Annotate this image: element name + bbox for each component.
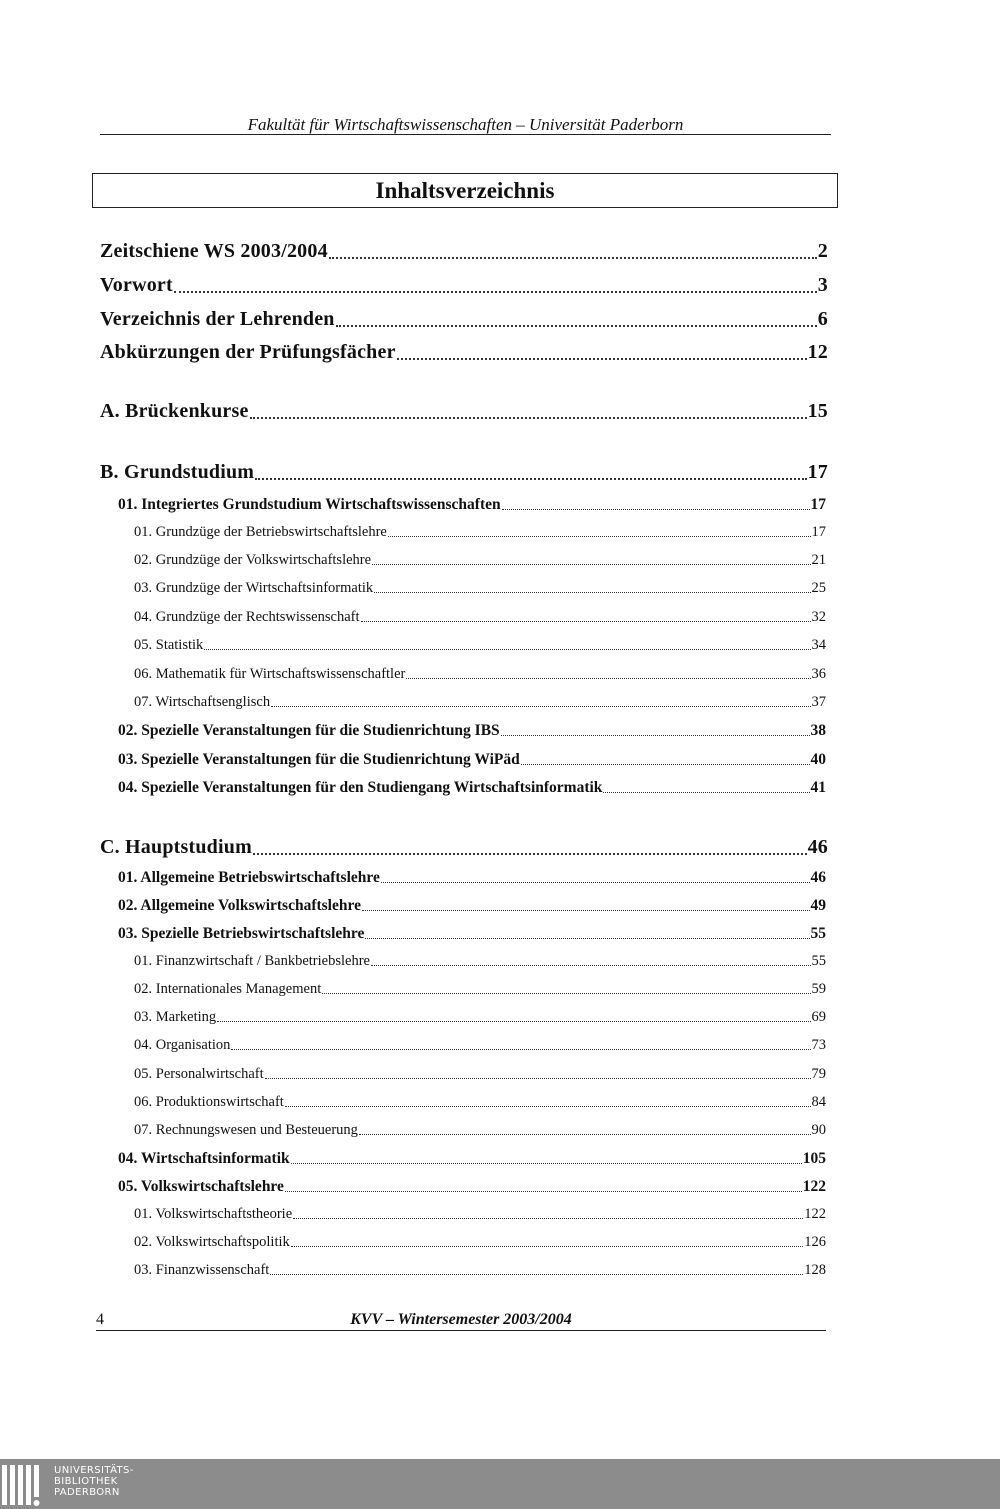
toc-label: B. Grundstudium [100, 461, 255, 483]
toc-page: 17 [811, 524, 826, 540]
leader-dots [285, 1106, 811, 1107]
toc-label: 03. Finanzwissenschaft [134, 1262, 270, 1278]
toc-label: 01. Allgemeine Betriebswirtschaftslehre [118, 869, 380, 886]
leader-dots [270, 1274, 803, 1275]
toc-label: 01. Grundzüge der Betriebswirtschaftslehre [134, 524, 387, 540]
toc-entry[interactable] [134, 1206, 826, 1223]
toc-label: A. Brückenkurse [100, 400, 249, 422]
toc-entry[interactable] [134, 1094, 826, 1111]
toc-label: 01. Finanzwirtschaft / Bankbetriebslehre [134, 953, 370, 969]
page-number: 4 [96, 1311, 104, 1328]
toc-entry[interactable] [118, 496, 826, 514]
toc-title: Inhaltsverzeichnis [92, 173, 838, 208]
toc-page: 17 [807, 461, 828, 483]
leader-dots [501, 735, 810, 736]
leader-dots [293, 1218, 803, 1219]
leader-dots [322, 993, 810, 994]
toc-entry[interactable] [134, 552, 826, 569]
leader-dots [374, 592, 810, 593]
toc-page: 12 [807, 341, 828, 363]
toc-page: 25 [811, 580, 826, 596]
toc-label: C. Hauptstudium [100, 836, 252, 858]
toc-label: 04. Wirtschaftsinformatik [118, 1150, 290, 1167]
leader-dots [329, 257, 817, 259]
toc-page: 59 [811, 981, 826, 997]
toc-entry[interactable] [118, 869, 826, 887]
leader-dots [255, 478, 806, 480]
toc-entry-vorwort[interactable] [100, 274, 828, 297]
leader-dots [291, 1246, 804, 1247]
toc-page: 105 [802, 1150, 826, 1167]
leader-dots [174, 291, 817, 293]
toc-entry[interactable] [118, 779, 826, 797]
library-banner [0, 1459, 1000, 1509]
leader-dots [372, 564, 810, 565]
leader-dots [204, 649, 810, 650]
leader-dots [285, 1191, 802, 1192]
leader-dots [371, 965, 811, 966]
toc-page: 17 [810, 496, 826, 513]
library-name-line: BIBLIOTHEK [54, 1476, 118, 1487]
toc-entry[interactable] [134, 694, 826, 711]
leader-dots [359, 1134, 811, 1135]
toc-entry[interactable] [134, 609, 826, 626]
leader-dots [217, 1021, 810, 1022]
toc-entry-abkuerzungen[interactable] [100, 341, 828, 364]
toc-label: 03. Spezielle Veranstaltungen für die Studienrichtung WiPäd [118, 751, 520, 768]
toc-page: 41 [810, 779, 826, 796]
toc-label: Zeitschiene WS 2003/2004 [100, 240, 328, 262]
toc-page: 15 [807, 400, 828, 422]
toc-page: 49 [810, 897, 826, 914]
toc-label: 02. Internationales Management [134, 981, 322, 997]
toc-entry[interactable] [134, 524, 826, 541]
toc-page: 69 [811, 1009, 826, 1025]
toc-label: 01. Integriertes Grundstudium Wirtschaftswissenschaften [118, 496, 501, 513]
leader-dots [361, 621, 811, 622]
toc-label: 04. Grundzüge der Rechtswissenschaft [134, 609, 360, 625]
toc-entry[interactable] [118, 722, 826, 740]
leader-dots [521, 764, 810, 765]
toc-entry-brueckenkurse[interactable] [100, 400, 828, 423]
toc-label: 05. Personalwirtschaft [134, 1066, 264, 1082]
toc-label: 02. Spezielle Veranstaltungen für die Studienrichtung IBS [118, 722, 500, 739]
toc-entry[interactable] [118, 1178, 826, 1196]
footer-title: KVV – Wintersemester 2003/2004 [350, 1311, 572, 1328]
toc-label: 05. Statistik [134, 637, 204, 653]
toc-page: 3 [817, 274, 828, 296]
library-logo-icon [0, 1463, 48, 1507]
toc-page: 84 [811, 1094, 826, 1110]
leader-dots [291, 1163, 802, 1164]
toc-page: 90 [811, 1122, 826, 1138]
toc-entry-grundstudium[interactable] [100, 461, 828, 484]
toc-page: 21 [811, 552, 826, 568]
toc-entry-zeitschiene[interactable] [100, 240, 828, 263]
toc-page: 34 [811, 637, 826, 653]
toc-page: 2 [817, 240, 828, 262]
toc-label: 05. Volkswirtschaftslehre [118, 1178, 284, 1195]
leader-dots [253, 853, 807, 855]
toc-page: 122 [802, 1178, 826, 1195]
toc-entry[interactable] [134, 1037, 826, 1054]
toc-page: 55 [810, 925, 826, 942]
leader-dots [250, 417, 807, 419]
toc-entry[interactable] [134, 666, 826, 683]
toc-label: 03. Grundzüge der Wirtschaftsinformatik [134, 580, 374, 596]
leader-dots [406, 678, 810, 679]
toc-label: 02. Allgemeine Volkswirtschaftslehre [118, 897, 361, 914]
toc-label: 07. Wirtschaftsenglisch [134, 694, 271, 710]
leader-dots [365, 938, 809, 939]
library-name-line: PADERBORN [54, 1487, 120, 1498]
toc-page: 73 [811, 1037, 826, 1053]
running-footer [96, 1310, 826, 1331]
toc-label: 04. Spezielle Veranstaltungen für den Studiengang Wirtschaftsinformatik [118, 779, 603, 796]
toc-label: Vorwort [100, 274, 173, 296]
toc-label: 06. Mathematik für Wirtschaftswissenschaftler [134, 666, 406, 682]
toc-entry[interactable] [134, 1122, 826, 1139]
toc-label: 07. Rechnungswesen und Besteuerung [134, 1122, 358, 1138]
toc-entry[interactable] [134, 981, 826, 998]
toc-label: 01. Volkswirtschaftstheorie [134, 1206, 293, 1222]
library-name [54, 1465, 134, 1498]
toc-page: 37 [811, 694, 826, 710]
leader-dots [502, 509, 810, 510]
toc-entry[interactable] [118, 751, 826, 769]
leader-dots [265, 1078, 811, 1079]
toc-label: 03. Marketing [134, 1009, 217, 1025]
toc-label: 04. Organisation [134, 1037, 231, 1053]
toc-label: 02. Volkswirtschaftspolitik [134, 1234, 290, 1250]
toc-page: 6 [817, 308, 828, 330]
toc-label: Abkürzungen der Prüfungsfächer [100, 341, 396, 363]
toc-label: 02. Grundzüge der Volkswirtschaftslehre [134, 552, 372, 568]
toc-entry[interactable] [134, 1234, 826, 1251]
toc-label: 06. Produktionswirtschaft [134, 1094, 284, 1110]
leader-dots [362, 910, 810, 911]
toc-label: Verzeichnis der Lehrenden [100, 308, 335, 330]
toc-entry[interactable] [118, 1150, 826, 1168]
toc-page: 55 [811, 953, 826, 969]
leader-dots [603, 792, 809, 793]
toc-entry-lehrende[interactable] [100, 308, 828, 331]
leader-dots [381, 882, 810, 883]
toc-entry[interactable] [134, 637, 826, 654]
leader-dots [231, 1049, 810, 1050]
running-header: Fakultät für Wirtschaftswissenschaften – Universität Paderborn [100, 116, 831, 135]
toc-page: 128 [804, 1262, 826, 1278]
toc-page: 126 [804, 1234, 826, 1250]
toc-entry[interactable] [134, 1262, 826, 1279]
leader-dots [388, 536, 811, 537]
toc-page: 32 [811, 609, 826, 625]
leader-dots [271, 706, 810, 707]
toc-page: 40 [810, 751, 826, 768]
toc-label: 03. Spezielle Betriebswirtschaftslehre [118, 925, 365, 942]
toc-entry[interactable] [134, 953, 826, 970]
toc-entry[interactable] [118, 897, 826, 915]
toc-page: 46 [807, 836, 828, 858]
library-name-line: UNIVERSITÄTS- [54, 1465, 134, 1476]
toc-page: 79 [811, 1066, 826, 1082]
toc-entry[interactable] [134, 1009, 826, 1026]
toc-page: 36 [811, 666, 826, 682]
toc-entry[interactable] [134, 580, 826, 597]
leader-dots [397, 358, 807, 360]
toc-page: 38 [810, 722, 826, 739]
leader-dots [336, 325, 817, 327]
toc-entry[interactable] [134, 1066, 826, 1083]
toc-page: 46 [810, 869, 826, 886]
toc-entry[interactable] [118, 925, 826, 943]
toc-page: 122 [804, 1206, 826, 1222]
toc-entry-hauptstudium[interactable] [100, 836, 828, 859]
